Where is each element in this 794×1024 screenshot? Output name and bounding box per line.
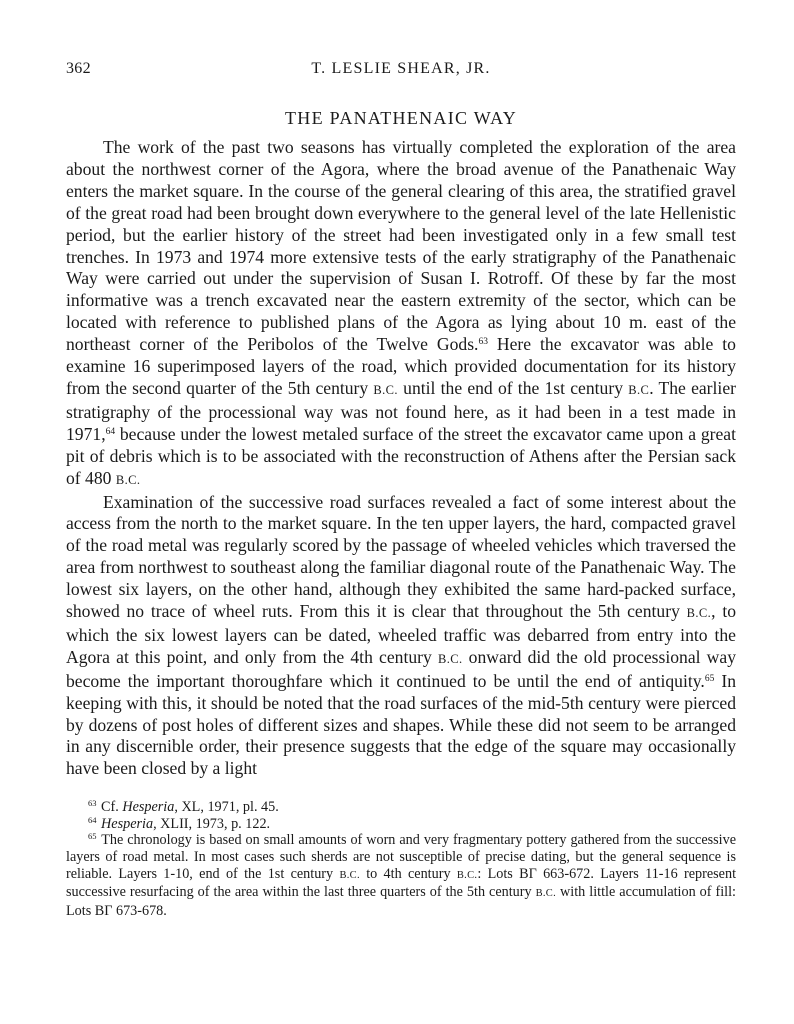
- text-run: , XLII, 1973, p. 122.: [153, 815, 271, 832]
- footnote-65: [66, 832, 736, 919]
- footnote-ref-65[interactable]: 65: [704, 673, 715, 684]
- text-run: Examination of the successive road surfaces revealed a fact of some interest about the access from the north to the market square. In the ten upper layers, the hard, compacted gravel of the road metal was regularly scored by the passage of wheeled vehicles which traversed the area from northwest to southeast along the familiar diagonal route of the Panathenaic Way. The lowest six layers, on the other hand, although they exhibited the same hard-packed surface, showed no trace of wheel ruts. From this it is clear that throughout the 5th century: [66, 491, 736, 622]
- footnote-number: 63: [88, 798, 97, 809]
- era-abbreviation: B.C.: [339, 869, 360, 881]
- text-run: because under the lowest metaled surface of the street the excavator came upon a great pit of debris which is to be associated with the reconstruction of Athens after the Persian sack of 480: [66, 423, 736, 488]
- text-run: . The earlier stratigraphy of the processional way was not found here, as it had been in a test made in 1971,: [66, 377, 736, 444]
- journal-title: Hesperia: [101, 815, 154, 832]
- era-abbreviation: B.C.: [437, 651, 463, 666]
- body-paragraph-1: [66, 137, 736, 492]
- era-abbreviation: B.C: [628, 382, 650, 397]
- footnote-63: [66, 799, 736, 816]
- text-run: until the end of the 1st century: [397, 377, 629, 398]
- footnotes: [66, 799, 736, 919]
- journal-title: Hesperia: [122, 799, 175, 816]
- text-run: onward did the old processional way become the important thoroughfare which it continued to be until the end of antiquity.: [66, 646, 736, 691]
- page-number: 362: [66, 60, 91, 77]
- era-abbreviation: B.C.: [456, 869, 478, 881]
- running-title: T. LESLIE SHEAR, JR.: [311, 60, 491, 77]
- footnote-number: 64: [88, 814, 97, 825]
- text-run: , XL, 1971, pl. 45.: [174, 799, 279, 816]
- footnote-64: [66, 816, 736, 833]
- text-run: In keeping with this, it should be noted that the road surfaces of the mid-5th century were pierced by dozens of post holes of different sizes and shapes. While these did not seem to be arranged in any discernible order, their presence suggests that the edge of the square may occasionally have been closed by a light: [66, 670, 736, 779]
- text-run: Here the excavator was able to examine 16 superimposed layers of the road, which provided documentation for its history from the second quarter of the 5th century: [66, 334, 736, 398]
- era-abbreviation: B.C.: [686, 606, 712, 621]
- text-run: with little accumulation of fill: Lots ΒΓ 673-678.: [66, 884, 736, 919]
- footnote-number: 65: [88, 831, 97, 842]
- text-run: to 4th century: [359, 865, 457, 882]
- era-abbreviation: B.C.: [373, 382, 398, 397]
- footnote-ref-63[interactable]: 63: [478, 337, 488, 348]
- text-run: : Lots ΒΓ 663-672. Layers 11-16 represent successive resurfacing of the area within the last three quarters of the 5th century: [66, 865, 737, 901]
- text-run: Cf.: [97, 799, 123, 816]
- text-run: The work of the past two seasons has virtually completed the exploration of the area about the northwest corner of the Agora, where the broad avenue of the Panathenaic Way enters the market square. In the course of the general clearing of this area, the stratified gravel of the great road had been brought down everywhere to the general level of the late Hellenistic period, but the earlier history of the street had been investigated only in a few small test trenches. In 1973 and 1974 more extensive tests of the early stratigraphy of the Panathenaic Way were carried out under the supervision of Susan I. Rotroff. Of these by far the most informative was a trench excavated near the eastern extremity of the sector, which can be located with reference to published plans of the Agora as lying about 10 m. east of the northeast corner of the Peribolos of the Twelve Gods.: [66, 137, 736, 355]
- body-paragraph-2: [66, 492, 736, 781]
- era-abbreviation: B.C.: [115, 472, 141, 487]
- footnote-ref-64[interactable]: 64: [105, 426, 116, 437]
- text-run: The chronology is based on small amounts of worn and very fragmentary pottery gathered from the successive layers of road metal. In most cases such sherds are not susceptible of precise dating, but the general sequence is reliable. Layers 1-10, end of the 1st century: [66, 832, 736, 882]
- document-page: [66, 58, 736, 919]
- section-heading: THE PANATHENAIC WAY: [284, 108, 518, 128]
- era-abbreviation: B.C.: [535, 888, 557, 900]
- text-run: , to which the six lowest layers can be dated, wheeled traffic was debarred from entry into the Agora at this point, and only from the 4th century: [66, 601, 737, 667]
- running-head: [66, 58, 736, 84]
